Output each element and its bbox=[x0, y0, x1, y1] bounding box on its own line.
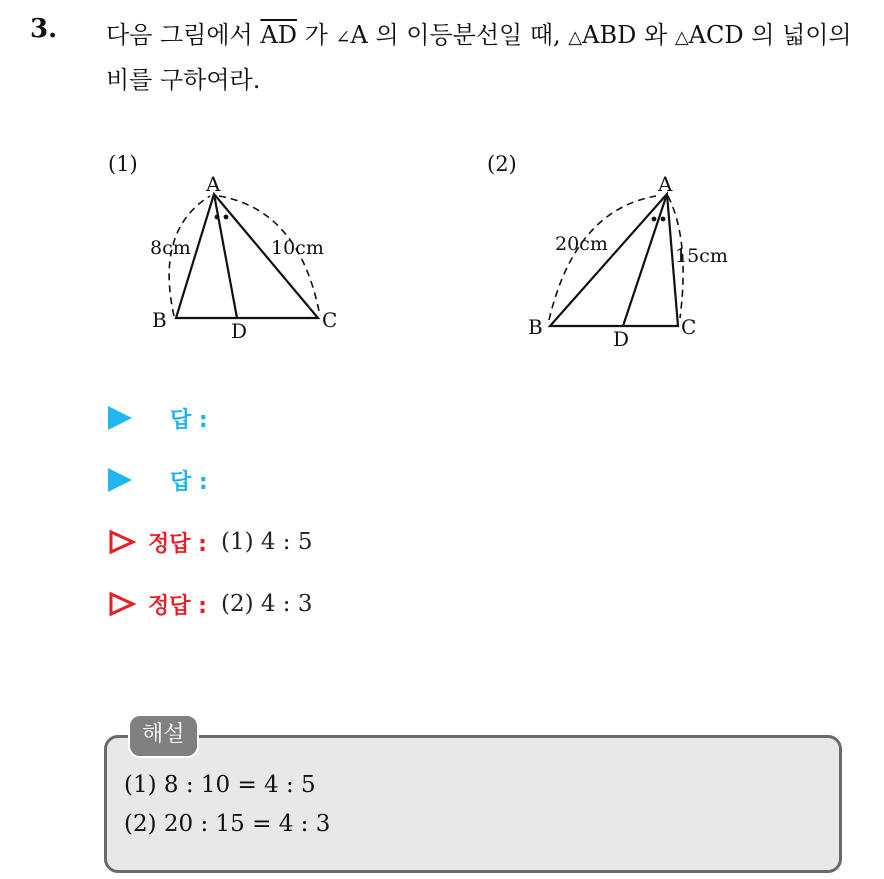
question-text-part1: 다음 그림에서 bbox=[106, 21, 253, 49]
triangle-abd: ABD bbox=[582, 21, 637, 49]
triangle-symbol-2: △ bbox=[674, 27, 689, 48]
triangle-symbol-1: △ bbox=[568, 27, 583, 48]
figure-2-label: (2) bbox=[487, 152, 517, 176]
figure-1-vertex-d: D bbox=[231, 319, 248, 343]
figure-2-side-ab: 20cm bbox=[555, 233, 608, 255]
figure-2-side-ac: 15cm bbox=[675, 245, 728, 267]
figure-2-vertex-a: A bbox=[658, 172, 673, 196]
figure-2-vertex-d: D bbox=[613, 327, 630, 351]
solution-line-1: (1) 8 : 10 = 4 : 5 bbox=[124, 772, 316, 798]
answer-blank-2[interactable] bbox=[108, 460, 208, 500]
figure-1-side-ac: 10cm bbox=[271, 237, 324, 259]
angle-symbol: ∠ bbox=[335, 27, 351, 48]
correct-answer-1 bbox=[108, 522, 313, 562]
solution-box bbox=[104, 735, 842, 873]
figure-2-angle-mark bbox=[652, 217, 657, 222]
question-text-part5: 의 넓이의 비를 구하여라. bbox=[106, 21, 852, 94]
figure-2-arc-ab bbox=[549, 196, 656, 320]
figure-1-label: (1) bbox=[108, 152, 138, 176]
figure-2-angle-mark bbox=[661, 217, 666, 222]
question-text-part3: A 의 이등분선일 때, bbox=[350, 21, 561, 49]
question-text-part2: 가 bbox=[304, 21, 328, 49]
figure-1-side-ab: 8cm bbox=[150, 237, 191, 259]
figure-2-vertex-c: C bbox=[681, 315, 697, 339]
solution-tag: 해설 bbox=[128, 714, 199, 758]
figure-1-vertex-a: A bbox=[206, 172, 221, 196]
hollow-arrow-icon bbox=[108, 529, 136, 555]
arrow-right-icon bbox=[108, 406, 132, 430]
figure-2-triangle bbox=[550, 194, 678, 326]
hollow-arrow-icon bbox=[108, 591, 136, 617]
segment-ad: $\overline{AD}$ bbox=[260, 21, 297, 49]
correct-answer-value: (1) 4 : 5 bbox=[220, 529, 313, 555]
answer-blank-label: 답 : bbox=[170, 469, 208, 495]
correct-answer-label: 정답 : bbox=[148, 531, 207, 557]
correct-answer-2 bbox=[108, 584, 313, 624]
question-number: 3. bbox=[30, 14, 58, 44]
figure-1-vertex-b: B bbox=[152, 308, 167, 332]
figure-2-vertex-b: B bbox=[528, 315, 543, 339]
question-text-part4: 와 bbox=[644, 21, 668, 49]
correct-answer-label: 정답 : bbox=[148, 593, 207, 619]
arrow-right-icon bbox=[108, 468, 132, 492]
solution-line-2: (2) 20 : 15 = 4 : 3 bbox=[124, 811, 331, 837]
triangle-acd: ACD bbox=[688, 21, 744, 49]
answer-blank-label: 답 : bbox=[170, 407, 208, 433]
figure-1-vertex-c: C bbox=[322, 308, 338, 332]
answer-blank-1[interactable] bbox=[108, 398, 208, 438]
correct-answer-value: (2) 4 : 3 bbox=[220, 591, 313, 617]
figure-2-bisector bbox=[623, 194, 667, 326]
